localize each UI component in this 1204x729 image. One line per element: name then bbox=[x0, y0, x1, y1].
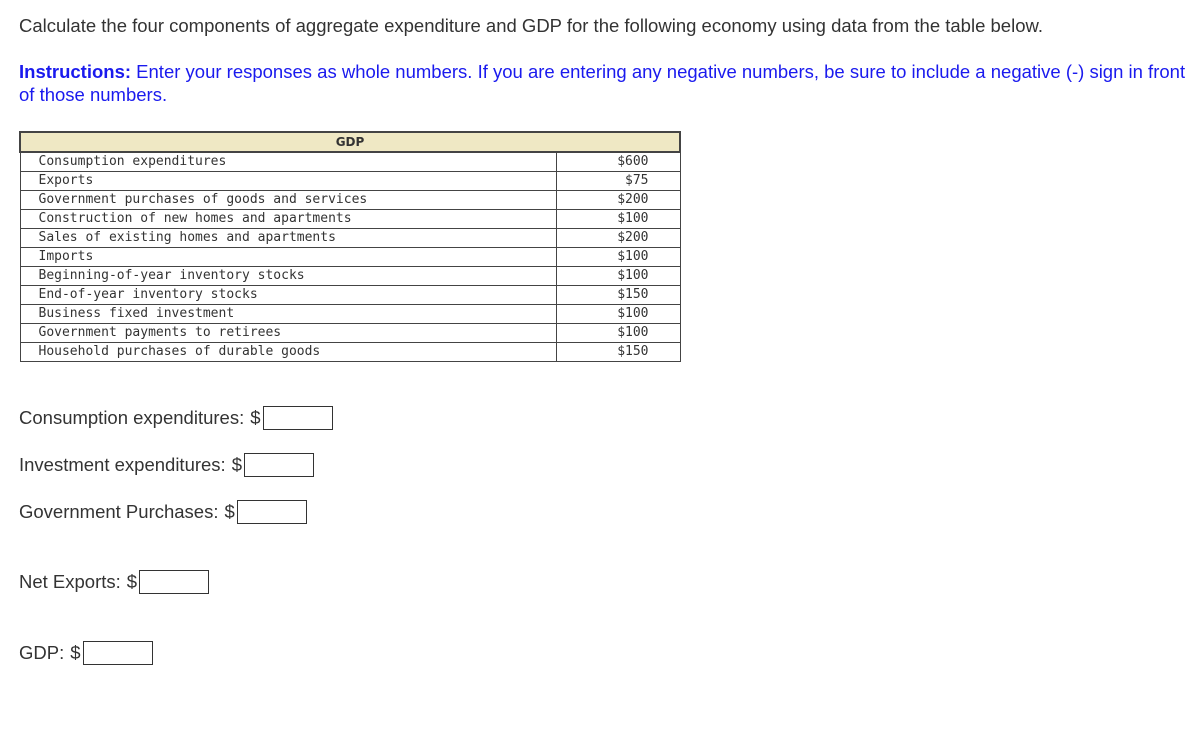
table-row bbox=[20, 343, 680, 362]
row-value: $150 bbox=[556, 286, 680, 305]
gdp-answer-row bbox=[19, 641, 153, 665]
instructions-text: Enter your responses as whole numbers. If you are entering any negative numbers, be sure to include a negative (-) sign in front of those numbers. bbox=[19, 61, 1186, 105]
row-value: $200 bbox=[556, 229, 680, 248]
row-label: Beginning-of-year inventory stocks bbox=[20, 267, 556, 286]
instructions-lead: Instructions: bbox=[19, 61, 132, 82]
table-row bbox=[20, 267, 680, 286]
consumption-currency: $ bbox=[250, 407, 261, 428]
row-label: Government purchases of goods and services bbox=[20, 191, 556, 210]
row-label: Sales of existing homes and apartments bbox=[20, 229, 556, 248]
row-value: $600 bbox=[556, 152, 680, 172]
row-value: $100 bbox=[556, 267, 680, 286]
row-value: $200 bbox=[556, 191, 680, 210]
row-value: $100 bbox=[556, 305, 680, 324]
table-row bbox=[20, 305, 680, 324]
table-row bbox=[20, 286, 680, 305]
question-text: Calculate the four components of aggregate expenditure and GDP for the following economy using data from the table below. bbox=[19, 15, 1043, 36]
gdp-currency: $ bbox=[70, 642, 81, 663]
investment-currency: $ bbox=[231, 454, 242, 475]
investment-input[interactable] bbox=[244, 453, 314, 477]
row-label: Government payments to retirees bbox=[20, 324, 556, 343]
row-value: $75 bbox=[556, 172, 680, 191]
row-value: $100 bbox=[556, 248, 680, 267]
table-row bbox=[20, 210, 680, 229]
table-row bbox=[20, 324, 680, 343]
government-answer-row bbox=[19, 500, 307, 524]
row-label: Business fixed investment bbox=[20, 305, 556, 324]
table-row bbox=[20, 191, 680, 210]
table-row bbox=[20, 229, 680, 248]
gdp-input[interactable] bbox=[83, 641, 153, 665]
instructions bbox=[19, 60, 1189, 106]
consumption-input[interactable] bbox=[263, 406, 333, 430]
net-exports-input[interactable] bbox=[139, 570, 209, 594]
gdp-data-table bbox=[19, 131, 681, 362]
table-row bbox=[20, 152, 680, 172]
table-row bbox=[20, 248, 680, 267]
row-label: End-of-year inventory stocks bbox=[20, 286, 556, 305]
investment-answer-row bbox=[19, 453, 314, 477]
government-label: Government Purchases: bbox=[19, 501, 219, 522]
consumption-answer-row bbox=[19, 406, 333, 430]
row-value: $100 bbox=[556, 210, 680, 229]
table-row bbox=[20, 172, 680, 191]
consumption-label: Consumption expenditures: bbox=[19, 407, 245, 428]
gdp-label: GDP: bbox=[19, 642, 65, 663]
row-label: Construction of new homes and apartments bbox=[20, 210, 556, 229]
row-value: $150 bbox=[556, 343, 680, 362]
row-label: Imports bbox=[20, 248, 556, 267]
net-exports-currency: $ bbox=[126, 571, 138, 592]
row-label: Household purchases of durable goods bbox=[20, 343, 556, 362]
net-exports-label: Net Exports: bbox=[19, 571, 121, 592]
row-value: $100 bbox=[556, 324, 680, 343]
table-header: GDP bbox=[20, 132, 680, 152]
government-currency: $ bbox=[224, 501, 235, 522]
row-label: Consumption expenditures bbox=[20, 152, 556, 172]
net-exports-answer-row bbox=[19, 570, 209, 594]
investment-label: Investment expenditures: bbox=[19, 454, 226, 475]
government-input[interactable] bbox=[237, 500, 307, 524]
row-label: Exports bbox=[20, 172, 556, 191]
